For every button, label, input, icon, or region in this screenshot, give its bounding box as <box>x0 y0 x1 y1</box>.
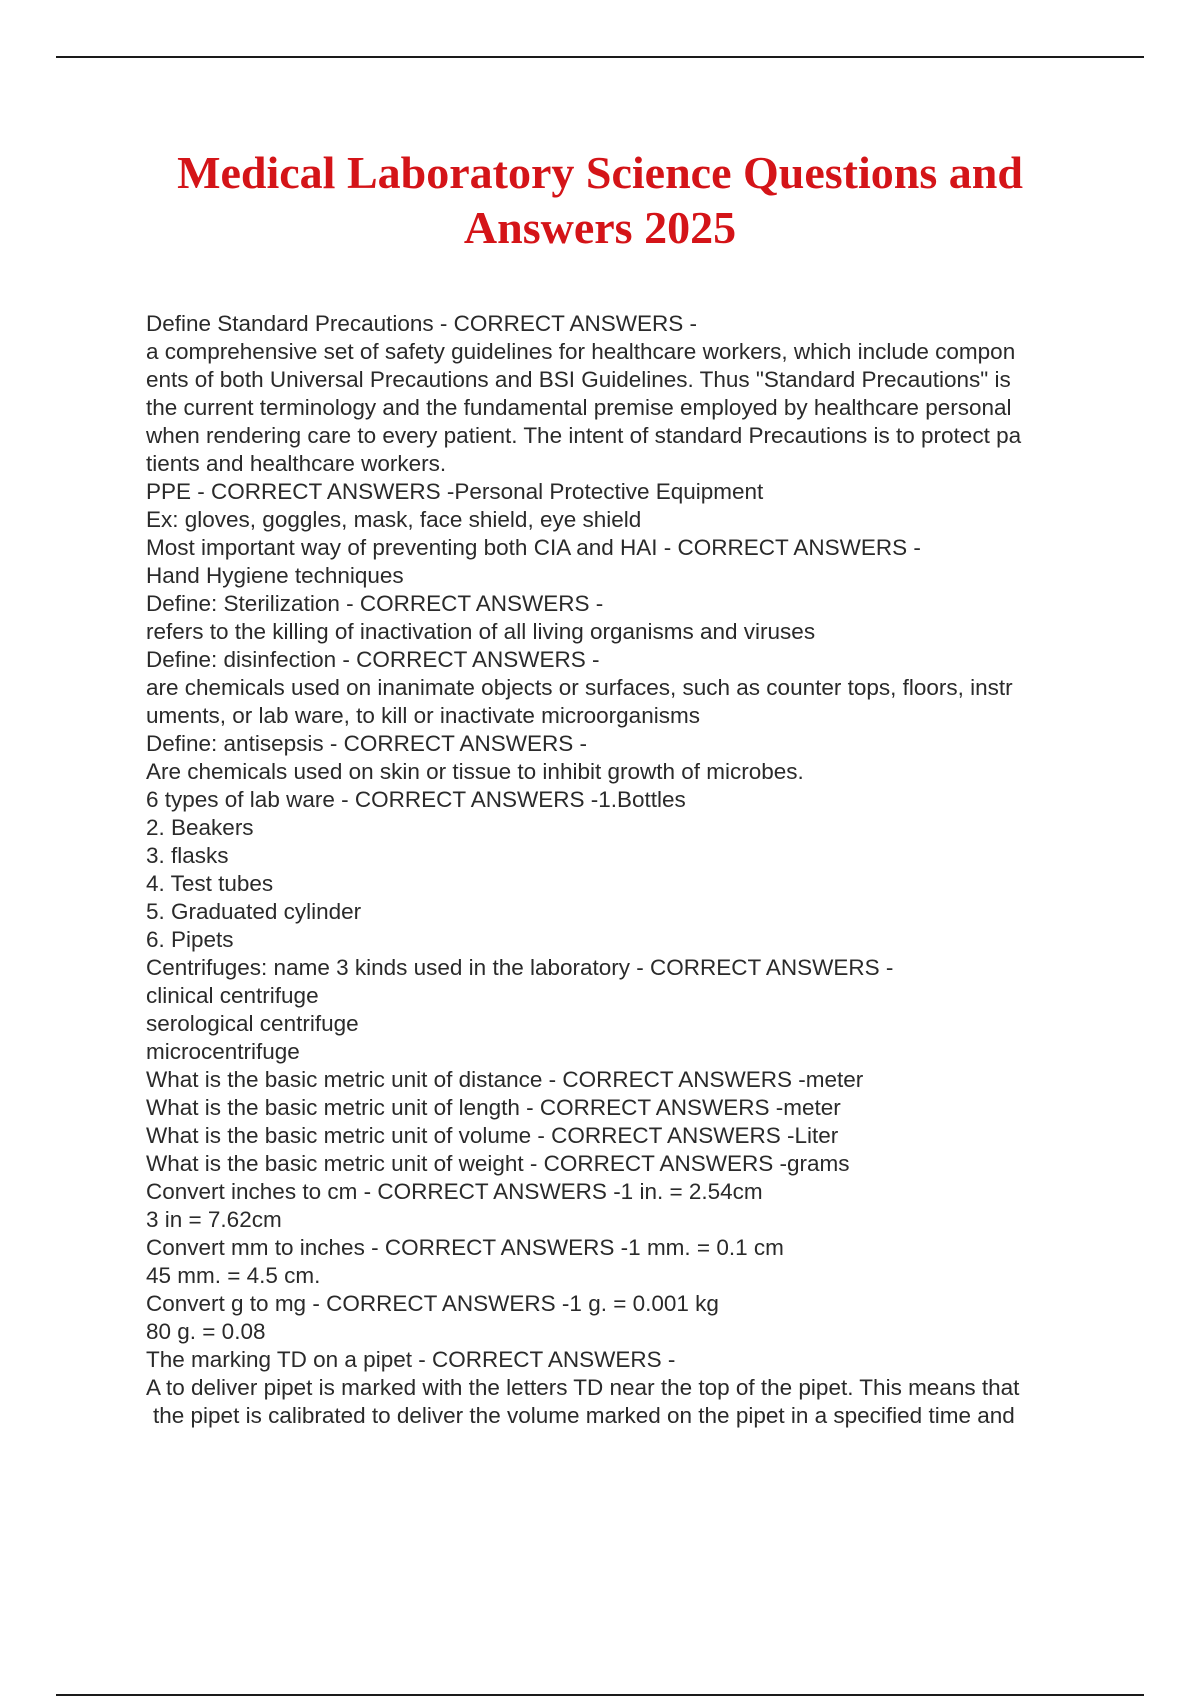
text-line: 3 in = 7.62cm <box>146 1207 282 1232</box>
text-line: A to deliver pipet is marked with the letters TD near the top of the pipet. This means that <box>146 1375 1020 1400</box>
text-line: What is the basic metric unit of length - CORRECT ANSWERS -meter <box>146 1095 841 1120</box>
text-line: tients and healthcare workers. <box>146 451 447 476</box>
text-line: Convert inches to cm - CORRECT ANSWERS -1 in. = 2.54cm <box>146 1179 763 1204</box>
title-line: Medical Laboratory Science Questions and <box>177 147 1023 198</box>
text-line: Define: antisepsis - CORRECT ANSWERS - <box>146 731 587 756</box>
text-line: 2. Beakers <box>146 815 254 840</box>
text-line: when rendering care to every patient. The intent of standard Precautions is to protect pa <box>146 423 1022 448</box>
text-line: 80 g. = 0.08 <box>146 1319 266 1344</box>
text-line: are chemicals used on inanimate objects or surfaces, such as counter tops, floors, instr <box>146 675 1013 700</box>
text-line: the pipet is calibrated to deliver the volume marked on the pipet in a specified time and <box>153 1403 1015 1428</box>
bottom-divider <box>56 1694 1144 1696</box>
text-line: What is the basic metric unit of volume - CORRECT ANSWERS -Liter <box>146 1123 839 1148</box>
text-line: 6 types of lab ware - CORRECT ANSWERS -1.Bottles <box>146 787 686 812</box>
document-body <box>146 310 1096 1430</box>
text-line: microcentrifuge <box>146 1039 300 1064</box>
title-line: Answers 2025 <box>463 202 737 253</box>
text-line: a comprehensive set of safety guidelines for healthcare workers, which include compon <box>146 339 1016 364</box>
text-line: The marking TD on a pipet - CORRECT ANSWERS - <box>146 1347 676 1372</box>
text-line: 45 mm. = 4.5 cm. <box>146 1263 321 1288</box>
text-line: refers to the killing of inactivation of all living organisms and viruses <box>146 619 816 644</box>
text-line: Hand Hygiene techniques <box>146 563 404 588</box>
text-line: PPE - CORRECT ANSWERS -Personal Protective Equipment <box>146 479 764 504</box>
text-line: 5. Graduated cylinder <box>146 899 362 924</box>
text-line: Centrifuges: name 3 kinds used in the laboratory - CORRECT ANSWERS - <box>146 955 894 980</box>
text-line: Convert mm to inches - CORRECT ANSWERS -1 mm. = 0.1 cm <box>146 1235 784 1260</box>
text-line: Are chemicals used on skin or tissue to inhibit growth of microbes. <box>146 759 804 784</box>
text-line: ents of both Universal Precautions and BSI Guidelines. Thus "Standard Precautions" is <box>146 367 1011 392</box>
text-line: Ex: gloves, goggles, mask, face shield, eye shield <box>146 507 642 532</box>
document-title <box>100 145 1100 255</box>
text-line: Most important way of preventing both CIA and HAI - CORRECT ANSWERS - <box>146 535 921 560</box>
text-line: Define Standard Precautions - CORRECT ANSWERS - <box>146 311 698 336</box>
text-line: 3. flasks <box>146 843 229 868</box>
text-line: 4. Test tubes <box>146 871 274 896</box>
text-line: clinical centrifuge <box>146 983 319 1008</box>
text-line: What is the basic metric unit of weight - CORRECT ANSWERS -grams <box>146 1151 850 1176</box>
text-line: the current terminology and the fundamental premise employed by healthcare personal <box>146 395 1012 420</box>
text-line: serological centrifuge <box>146 1011 359 1036</box>
text-line: 6. Pipets <box>146 927 234 952</box>
text-line: Define: disinfection - CORRECT ANSWERS - <box>146 647 600 672</box>
text-line: What is the basic metric unit of distance - CORRECT ANSWERS -meter <box>146 1067 864 1092</box>
text-line: Define: Sterilization - CORRECT ANSWERS - <box>146 591 604 616</box>
text-line: Convert g to mg - CORRECT ANSWERS -1 g. = 0.001 kg <box>146 1291 719 1316</box>
top-divider <box>56 56 1144 58</box>
text-line: uments, or lab ware, to kill or inactivate microorganisms <box>146 703 700 728</box>
